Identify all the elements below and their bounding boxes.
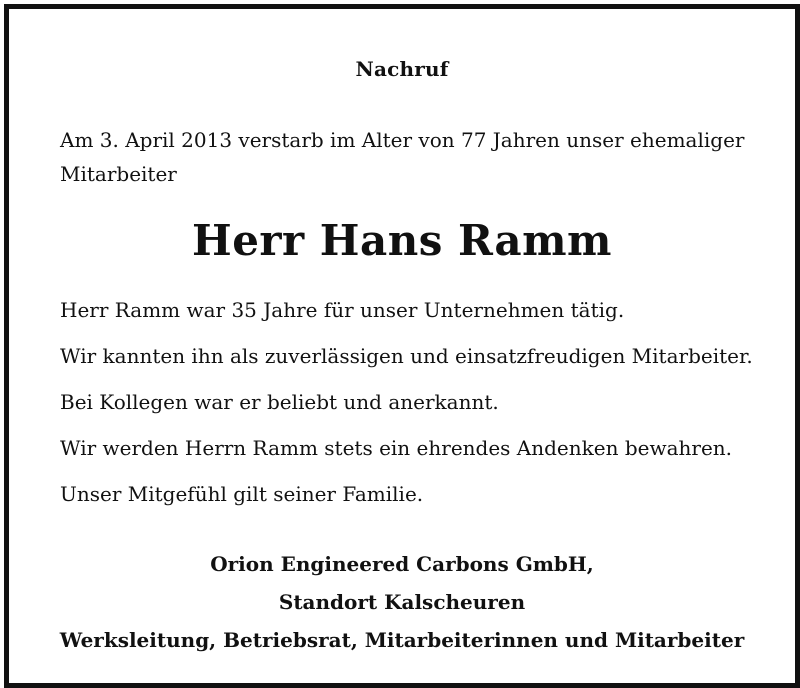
tribute-line: Bei Kollegen war er beliebt und anerkannt. bbox=[60, 390, 499, 414]
tribute-line: Unser Mitgefühl gilt seiner Familie. bbox=[60, 482, 424, 506]
tribute-line: Wir kannten ihn als zuverlässigen und einsatzfreudigen Mitarbeiter. bbox=[60, 344, 753, 368]
deceased-name: Herr Hans Ramm bbox=[192, 216, 612, 265]
notice-heading: Nachruf bbox=[355, 57, 449, 81]
signature-block bbox=[9, 547, 795, 661]
tribute-line: Wir werden Herrn Ramm stets ein ehrendes Andenken bewahren. bbox=[60, 436, 733, 460]
intro-line: Mitarbeiter bbox=[60, 162, 177, 186]
signature-location: Standort Kalscheuren bbox=[278, 590, 526, 614]
intro-line: Am 3. April 2013 verstarb im Alter von 77 Jahren unser ehemaliger bbox=[60, 128, 745, 152]
signature-company: Orion Engineered Carbons GmbH, bbox=[210, 552, 594, 576]
intro-text bbox=[60, 123, 760, 191]
obituary-frame bbox=[4, 4, 800, 688]
tribute-text bbox=[60, 293, 780, 523]
signature-groups: Werksleitung, Betriebsrat, Mitarbeiterinnen und Mitarbeiter bbox=[59, 628, 745, 652]
tribute-line: Herr Ramm war 35 Jahre für unser Unternehmen tätig. bbox=[60, 298, 625, 322]
